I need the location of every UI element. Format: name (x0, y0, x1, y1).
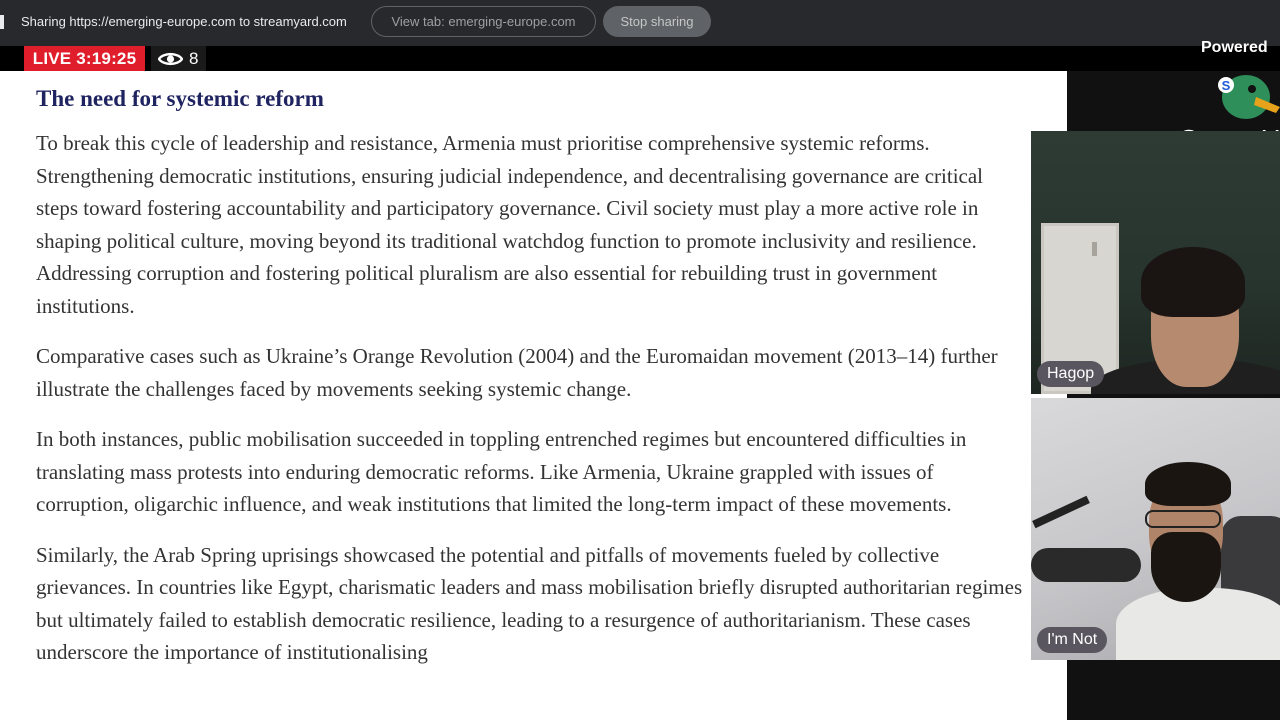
participant-video-2[interactable] (1031, 398, 1280, 660)
screen-share-bar (0, 0, 1280, 46)
shared-article-page (0, 71, 1067, 720)
powered-by-text: Powered (1201, 39, 1268, 56)
eye-icon (158, 51, 183, 67)
participant-hair (1141, 247, 1245, 317)
live-timer-badge: LIVE 3:19:25 (24, 46, 145, 71)
svg-text:S: S (1221, 78, 1231, 93)
section-heading: The need for systemic reform (36, 86, 324, 111)
sharing-status-text: Sharing https://emerging-europe.com to streamyard.com (21, 14, 347, 29)
viewer-count-badge (151, 46, 206, 71)
view-tab-button[interactable]: View tab: emerging-europe.com (371, 6, 596, 37)
stop-sharing-button[interactable]: Stop sharing (603, 6, 711, 37)
participant-name-tag: Hagop (1037, 361, 1104, 387)
door-handle (1092, 242, 1097, 256)
share-indicator-icon (0, 15, 4, 29)
participant-glasses (1145, 510, 1221, 528)
participant-name-tag: I'm Not (1037, 627, 1107, 653)
mic-arm (1032, 496, 1090, 529)
article-paragraph: Similarly, the Arab Spring uprisings showcased the potential and pitfalls of movements fueled by collective grievances. In countries like Egypt, charismatic leaders and mass mobilisation briefly disrupted authoritarian regimes but ultimately failed to establish democratic resilience, leading to a resurgence of authoritarianism. These cases underscore the importance of institutionalising (36, 542, 1023, 664)
microphone (1031, 548, 1141, 582)
article-paragraph: To break this cycle of leadership and resistance, Armenia must prioritise comprehensive systemic reforms. Strengthening democratic institutions, ensuring judicial independence, and decentralising governance are critical steps toward fostering accountability and participatory governance. Civil society must play a more active role in shaping political culture, moving beyond its traditional watchdog function to promote inclusivity and resilience. Addressing corruption and fostering political pluralism are also essential for rebuilding trust in government institutions. (36, 131, 983, 318)
duck-logo-icon (1212, 67, 1280, 125)
participant-beard (1151, 532, 1221, 602)
article-paragraph: Comparative cases such as Ukraine’s Orange Revolution (2004) and the Euromaidan movement (2013–14) further illustrate the challenges faced by movements seeking systemic change. (36, 344, 998, 401)
participant-video-1[interactable] (1031, 131, 1280, 394)
article-paragraph: In both instances, public mobilisation succeeded in toppling entrenched regimes but encountered difficulties in translating mass protests into enduring democratic reforms. Like Armenia, Ukraine grappled with issues of corruption, oligarchic influence, and weak institutions that limited the long-term impact of these movements. (36, 427, 967, 516)
viewer-count: 8 (189, 48, 199, 68)
participant-hair (1145, 462, 1231, 506)
